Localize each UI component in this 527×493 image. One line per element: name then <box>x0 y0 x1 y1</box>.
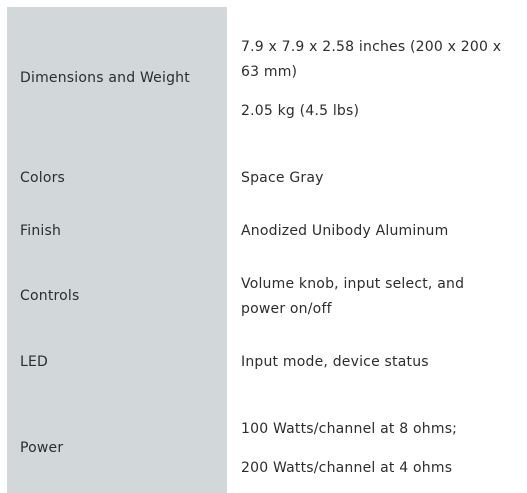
spec-label-led: LED <box>20 354 49 370</box>
power-value-8-ohms: 100 Watts/channel at 8 ohms; <box>241 421 458 437</box>
spec-label-controls: Controls <box>20 288 80 304</box>
power-value-4-ohms: 200 Watts/channel at 4 ohms <box>241 460 453 476</box>
led-value: Input mode, device status <box>241 354 429 370</box>
spec-label-dimensions: Dimensions and Weight <box>20 70 190 86</box>
spec-label-power: Power <box>20 440 64 456</box>
dimensions-value: 7.9 x 7.9 x 2.58 inches (200 x 200 x 63 mm) <box>241 39 502 80</box>
spec-label-colors: Colors <box>20 170 66 186</box>
finish-value: Anodized Unibody Aluminum <box>241 223 449 239</box>
spec-value-led <box>241 350 511 375</box>
spec-value-power <box>241 417 511 481</box>
colors-value: Space Gray <box>241 170 324 186</box>
spec-value-dimensions <box>241 35 511 124</box>
spec-value-finish <box>241 219 511 244</box>
spec-value-colors <box>241 166 511 191</box>
weight-value: 2.05 kg (4.5 lbs) <box>241 103 360 119</box>
spec-label-finish: Finish <box>20 223 62 239</box>
spec-value-controls <box>241 272 511 322</box>
controls-value: Volume knob, input select, and power on/off <box>241 276 465 317</box>
